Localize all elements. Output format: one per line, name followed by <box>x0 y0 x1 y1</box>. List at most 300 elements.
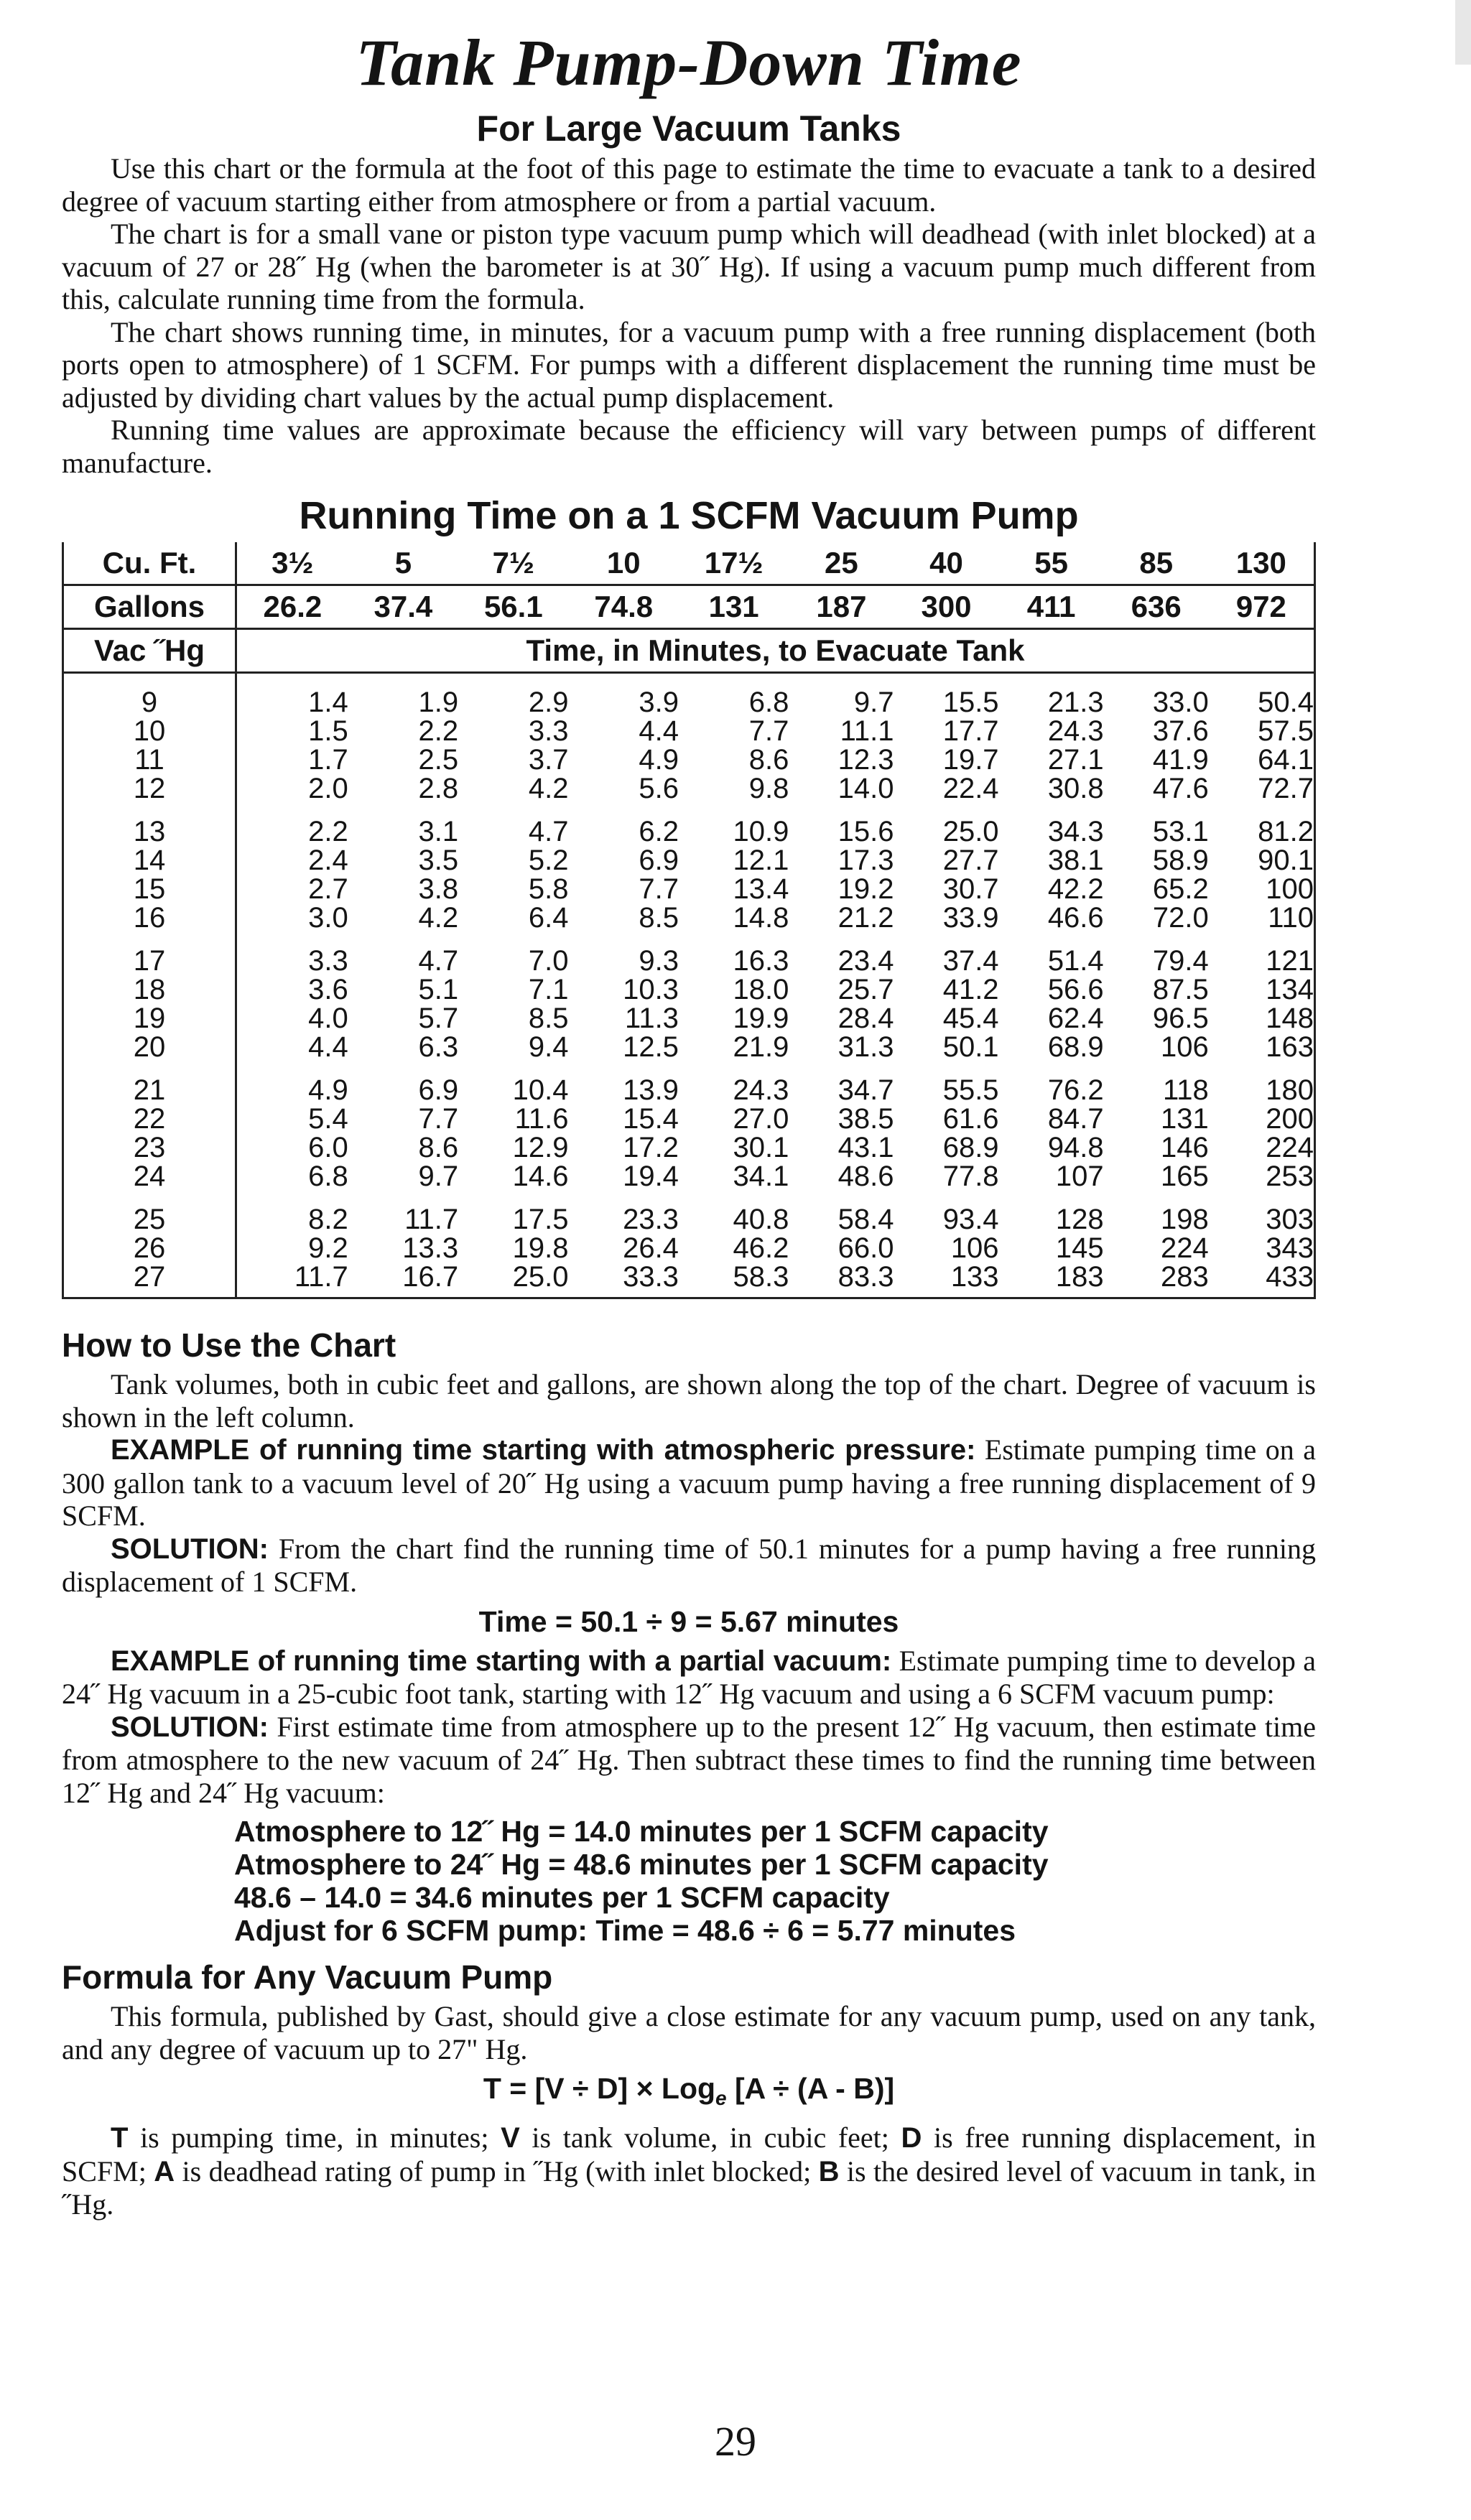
time-value-cell: 34.1 <box>733 1161 789 1192</box>
time-value-cell: 2.8 <box>418 773 459 804</box>
page-edge-shadow <box>1455 0 1471 65</box>
time-value-cell: 25.0 <box>942 816 999 847</box>
chart-title: Running Time on a 1 SCFM Vacuum Pump <box>299 494 1079 537</box>
example-2 <box>62 1645 1316 1711</box>
spacer-label-cell <box>64 1061 236 1076</box>
time-value-cell: 9.7 <box>853 687 894 718</box>
time-value-cell: 50.1 <box>942 1031 999 1063</box>
row-group-spacer <box>64 1061 1314 1076</box>
time-value-cell: 93.4 <box>942 1204 999 1235</box>
gallons-header-cell: 972 <box>1235 590 1286 623</box>
cuft-header-cell: 5 <box>394 546 412 580</box>
gallons-header-cell: 26.2 <box>263 590 322 623</box>
time-value-cell: 27.0 <box>733 1103 789 1135</box>
time-value-cell: 7.7 <box>748 715 789 747</box>
solution-2-label: SOLUTION: <box>111 1711 269 1743</box>
time-value-cell: 42.2 <box>1047 873 1104 905</box>
time-value-cell: 3.8 <box>418 873 459 905</box>
time-value-cell: 37.4 <box>942 945 999 977</box>
gallons-header-cell: 187 <box>816 590 867 623</box>
time-value-cell: 76.2 <box>1047 1074 1104 1106</box>
vacuum-level-cell: 9 <box>64 688 236 717</box>
vacuum-level-cell: 20 <box>64 1033 236 1061</box>
example-1 <box>62 1433 1316 1533</box>
def-d-symbol: D <box>901 2122 922 2154</box>
time-value-cell: 5.7 <box>418 1003 459 1034</box>
cuft-header-cell: 10 <box>606 546 641 580</box>
time-value-cell: 148 <box>1266 1003 1314 1034</box>
time-value-cell: 165 <box>1161 1161 1209 1192</box>
formula-heading: Formula for Any Vacuum Pump <box>62 1958 553 1996</box>
spacer-cell <box>236 803 1314 817</box>
time-value-cell: 17.3 <box>837 845 894 876</box>
time-value-cell: 11.6 <box>514 1103 569 1135</box>
gallons-header-cell: 37.4 <box>373 590 433 623</box>
vacuum-level-cell: 12 <box>64 774 236 803</box>
time-value-cell: 10.3 <box>623 974 679 1005</box>
page-subtitle: For Large Vacuum Tanks <box>476 108 901 149</box>
time-value-cell: 4.2 <box>418 902 459 934</box>
spacer-label-cell <box>64 803 236 817</box>
cuft-header-cell: 85 <box>1139 546 1174 580</box>
time-value-cell: 163 <box>1266 1031 1314 1063</box>
intro-paragraph-1: Use this chart or the formula at the foot of this page to estimate the time to evacuate a tank to a desired degree of vacuum starting either from atmosphere or from a partial vacuum. <box>62 152 1316 218</box>
table-row <box>64 1133 1314 1162</box>
time-value-cell: 3.9 <box>639 687 679 718</box>
time-value-cell: 3.3 <box>528 715 569 747</box>
time-value-cell: 15.4 <box>623 1103 679 1135</box>
time-value-cell: 19.9 <box>733 1003 789 1034</box>
time-value-cell: 41.9 <box>1152 744 1209 776</box>
vacuum-level-cell: 15 <box>64 875 236 903</box>
table-row <box>64 774 1314 803</box>
time-value-cell: 21.9 <box>733 1031 789 1063</box>
time-value-cell: 5.6 <box>639 773 679 804</box>
gallons-header-cell: 300 <box>921 590 972 623</box>
time-value-cell: 183 <box>1055 1261 1104 1293</box>
time-value-cell: 283 <box>1161 1261 1209 1293</box>
time-value-cell: 118 <box>1163 1074 1209 1106</box>
vacuum-level-cell: 11 <box>64 745 236 774</box>
time-value-cell: 106 <box>950 1232 999 1264</box>
time-value-cell: 10.9 <box>733 816 789 847</box>
time-value-cell: 2.7 <box>308 873 348 905</box>
table-row <box>64 875 1314 903</box>
cuft-header-row <box>64 542 1314 585</box>
vacuum-level-cell: 10 <box>64 717 236 745</box>
time-value-cell: 90.1 <box>1258 845 1314 876</box>
time-value-cell: 110 <box>1268 902 1314 934</box>
spacer-cell <box>236 932 1314 947</box>
time-value-cell: 198 <box>1161 1204 1209 1235</box>
time-value-cell: 146 <box>1161 1132 1209 1163</box>
time-value-cell: 33.0 <box>1152 687 1209 718</box>
time-value-cell: 14.0 <box>837 773 894 804</box>
time-value-cell: 16.3 <box>733 945 789 977</box>
time-value-cell: 7.7 <box>639 873 679 905</box>
time-value-cell: 11.3 <box>625 1003 679 1034</box>
time-value-cell: 83.3 <box>837 1261 894 1293</box>
vacuum-level-cell: 14 <box>64 846 236 875</box>
example-1-label: EXAMPLE of running time starting with atmospheric pressure: <box>111 1434 976 1466</box>
time-value-cell: 53.1 <box>1152 816 1209 847</box>
formula-prefix: T = [V ÷ D] × Log <box>483 2072 716 2105</box>
solution-1-text: From the chart find the running time of 50.1 minutes for a pump having a free running displacement of 1 SCFM. <box>62 1532 1316 1598</box>
time-value-cell: 1.9 <box>418 687 459 718</box>
time-value-cell: 4.4 <box>308 1031 348 1063</box>
time-value-cell: 79.4 <box>1152 945 1209 977</box>
time-value-cell: 303 <box>1266 1204 1314 1235</box>
time-value-cell: 106 <box>1161 1031 1209 1063</box>
time-value-cell: 94.8 <box>1047 1132 1104 1163</box>
time-value-cell: 12.1 <box>733 845 789 876</box>
time-value-cell: 4.4 <box>639 715 679 747</box>
def-v-symbol: V <box>501 2122 520 2154</box>
time-value-cell: 3.1 <box>418 816 459 847</box>
time-value-cell: 7.7 <box>418 1103 459 1135</box>
formula-suffix: [A ÷ (A - B)] <box>726 2072 895 2105</box>
intro-paragraph-4: Running time values are approximate because the efficiency will vary between pumps of different manufacture. <box>62 414 1316 479</box>
def-t-text: is pumping time, in minutes; <box>128 2121 501 2154</box>
vacuum-level-cell: 22 <box>64 1105 236 1133</box>
vacuum-level-cell: 25 <box>64 1205 236 1234</box>
time-value-cell: 4.2 <box>528 773 569 804</box>
example-2-text: Estimate pumping time to develop a 24˝ Hg vacuum in a 25-cubic foot tank, starting with 12˝ Hg vacuum and using a 6 SCFM vacuum pump: <box>62 1644 1316 1710</box>
time-value-cell: 5.1 <box>418 974 459 1005</box>
time-value-cell: 66.0 <box>837 1232 894 1264</box>
time-value-cell: 48.6 <box>837 1161 894 1192</box>
spacer-cell <box>236 1061 1314 1076</box>
time-value-cell: 7.0 <box>528 945 569 977</box>
table-row <box>64 903 1314 932</box>
intro-paragraph-3: The chart shows running time, in minutes, for a vacuum pump with a free running displacement (both ports open to atmosphere) of 1 SCFM. For pumps with a different displacement the running time must be adjusted by dividing chart values by the actual pump displacement. <box>62 315 1316 414</box>
solution-2-text: First estimate time from atmosphere up to the present 12˝ Hg vacuum, then estimate time from atmosphere to the new vacuum of 24˝ Hg. Then subtract these times to find the running time between 12˝ Hg and 24˝ Hg vacuum: <box>62 1710 1317 1809</box>
time-value-cell: 65.2 <box>1152 873 1209 905</box>
calculation-block <box>234 1815 1316 1947</box>
vacuum-level-cell: 16 <box>64 903 236 932</box>
time-value-cell: 84.7 <box>1047 1103 1104 1135</box>
time-value-cell: 81.2 <box>1258 816 1314 847</box>
time-value-cell: 62.4 <box>1047 1003 1104 1034</box>
time-value-cell: 27.1 <box>1047 744 1104 776</box>
formula-definitions <box>62 2121 1316 2221</box>
time-value-cell: 34.7 <box>837 1074 894 1106</box>
time-value-cell: 6.0 <box>308 1132 348 1163</box>
time-value-cell: 38.5 <box>837 1103 894 1135</box>
cuft-header-cell: 17½ <box>704 546 764 580</box>
def-b-symbol: B <box>818 2155 840 2187</box>
time-value-cell: 45.4 <box>942 1003 999 1034</box>
time-value-cell: 433 <box>1266 1261 1314 1293</box>
time-value-cell: 8.5 <box>639 902 679 934</box>
time-value-cell: 46.6 <box>1047 902 1104 934</box>
time-value-cell: 16.7 <box>402 1261 459 1293</box>
def-v-text: is tank volume, in cubic feet; <box>519 2121 901 2154</box>
row-group-spacer <box>64 1191 1314 1205</box>
time-value-cell: 47.6 <box>1152 773 1209 804</box>
time-value-cell: 7.1 <box>528 974 569 1005</box>
time-value-cell: 8.2 <box>308 1204 348 1235</box>
gallons-header-cell: 74.8 <box>594 590 654 623</box>
time-value-cell: 2.0 <box>308 773 348 804</box>
time-value-cell: 77.8 <box>942 1161 999 1192</box>
table-row <box>64 817 1314 846</box>
how-to-heading: How to Use the Chart <box>62 1326 396 1364</box>
gallons-header-cell: 636 <box>1131 590 1182 623</box>
time-value-cell: 41.2 <box>942 974 999 1005</box>
table-row <box>64 688 1314 717</box>
time-value-cell: 3.7 <box>528 744 569 776</box>
vacuum-level-cell: 23 <box>64 1133 236 1162</box>
time-value-cell: 46.2 <box>733 1232 789 1264</box>
calc-line: 48.6 – 14.0 = 34.6 minutes per 1 SCFM capacity <box>234 1881 890 1914</box>
time-value-cell: 30.8 <box>1047 773 1104 804</box>
vacuum-level-cell: 26 <box>64 1234 236 1263</box>
time-value-cell: 1.4 <box>308 687 348 718</box>
time-value-cell: 10.4 <box>512 1074 569 1106</box>
time-value-cell: 6.2 <box>639 816 679 847</box>
time-value-cell: 14.6 <box>512 1161 569 1192</box>
time-value-cell: 13.9 <box>623 1074 679 1106</box>
example-1-text: Estimate pumping time on a 300 gallon tank to a vacuum level of 20˝ Hg using a vacuum pump having a free running displacement of 9 SCFM. <box>62 1433 1316 1532</box>
gallons-header-label: Gallons <box>64 585 236 629</box>
time-value-cell: 4.9 <box>639 744 679 776</box>
cuft-header-cell: 55 <box>1034 546 1068 580</box>
time-value-cell: 55.5 <box>942 1074 999 1106</box>
time-value-cell: 19.8 <box>512 1232 569 1264</box>
time-value-cell: 30.1 <box>733 1132 789 1163</box>
time-value-cell: 5.2 <box>528 845 569 876</box>
time-value-cell: 28.4 <box>837 1003 894 1034</box>
time-value-cell: 8.6 <box>418 1132 459 1163</box>
time-value-cell: 131 <box>1161 1103 1209 1135</box>
time-value-cell: 38.1 <box>1047 845 1104 876</box>
time-value-cell: 145 <box>1055 1232 1104 1264</box>
gallons-header-cell: 56.1 <box>483 590 543 623</box>
time-value-cell: 9.7 <box>418 1161 459 1192</box>
solution-2 <box>62 1711 1316 1810</box>
time-value-cell: 17.7 <box>942 715 999 747</box>
time-value-cell: 27.7 <box>942 845 999 876</box>
time-value-cell: 2.9 <box>528 687 569 718</box>
time-value-cell: 12.3 <box>837 744 894 776</box>
time-value-cell: 24.3 <box>733 1074 789 1106</box>
time-value-cell: 51.4 <box>1047 945 1104 977</box>
time-value-cell: 25.0 <box>512 1261 569 1293</box>
spacer-label-cell <box>64 932 236 947</box>
def-a-text: is deadhead rating of pump in ˝Hg (with inlet blocked; <box>175 2154 819 2187</box>
formula-paragraph: This formula, published by Gast, should give a close estimate for any vacuum pump, used on any tank, and any degree of vacuum up to 27" Hg. <box>62 2000 1316 2065</box>
time-value-cell: 37.6 <box>1152 715 1209 747</box>
intro-paragraph-2: The chart is for a small vane or piston type vacuum pump which will deadhead (with inlet blocked) at a vacuum of 27 or 28˝ Hg (when the barometer is at 30˝ Hg). If using a vacuum pump much different from this, calculate running time from the formula. <box>62 218 1316 315</box>
time-value-cell: 224 <box>1161 1232 1209 1264</box>
solution-1 <box>62 1533 1316 1599</box>
time-value-cell: 5.4 <box>308 1103 348 1135</box>
time-value-cell: 4.9 <box>308 1074 348 1106</box>
def-t-symbol: T <box>111 2122 129 2154</box>
time-value-cell: 134 <box>1266 974 1314 1005</box>
def-b-text: is the desired level of vacuum in tank, in ˝Hg. <box>62 2154 1317 2221</box>
spacer-label-cell <box>64 1191 236 1205</box>
time-value-cell: 253 <box>1266 1161 1314 1192</box>
gallons-header-cell: 131 <box>708 590 759 623</box>
spacer-label-cell <box>64 673 236 689</box>
time-value-cell: 11.7 <box>404 1204 459 1235</box>
time-value-cell: 19.4 <box>623 1161 679 1192</box>
vacuum-level-cell: 18 <box>64 975 236 1004</box>
time-value-cell: 128 <box>1055 1204 1104 1235</box>
running-time-table <box>62 542 1316 1299</box>
table-bottom-spacer <box>64 1291 1314 1297</box>
calc-line: Atmosphere to 12˝ Hg = 14.0 minutes per 1 SCFM capacity <box>234 1815 1049 1848</box>
cuft-header-cell: 3½ <box>272 546 314 580</box>
time-value-cell: 9.4 <box>528 1031 569 1063</box>
time-subheader: Time, in Minutes, to Evacuate Tank <box>526 633 1025 667</box>
time-value-cell: 58.4 <box>837 1204 894 1235</box>
time-value-cell: 4.7 <box>418 945 459 977</box>
time-value-cell: 87.5 <box>1152 974 1209 1005</box>
time-value-cell: 19.2 <box>837 873 894 905</box>
def-a-symbol: A <box>154 2155 175 2187</box>
time-value-cell: 6.9 <box>639 845 679 876</box>
cuft-header-cell: 40 <box>929 546 963 580</box>
vacuum-level-cell: 27 <box>64 1263 236 1291</box>
vacuum-level-cell: 24 <box>64 1162 236 1191</box>
time-value-cell: 17.5 <box>512 1204 569 1235</box>
time-value-cell: 2.2 <box>308 816 348 847</box>
table-row <box>64 1105 1314 1133</box>
time-value-cell: 3.3 <box>308 945 348 977</box>
time-value-cell: 56.6 <box>1047 974 1104 1005</box>
table-row <box>64 1004 1314 1033</box>
gallons-header-cell: 411 <box>1026 590 1076 623</box>
time-value-cell: 8.5 <box>528 1003 569 1034</box>
time-value-cell: 50.4 <box>1258 687 1314 718</box>
time-value-cell: 72.0 <box>1152 902 1209 934</box>
time-value-cell: 13.4 <box>733 873 789 905</box>
time-value-cell: 1.5 <box>308 715 348 747</box>
vacuum-level-cell: 21 <box>64 1076 236 1105</box>
vacuum-level-cell: 13 <box>64 817 236 846</box>
cuft-header-label: Cu. Ft. <box>64 542 236 585</box>
time-value-cell: 23.3 <box>623 1204 679 1235</box>
cuft-header-cell: 25 <box>825 546 858 580</box>
row-group-spacer <box>64 932 1314 947</box>
time-value-cell: 9.3 <box>639 945 679 977</box>
time-value-cell: 4.7 <box>528 816 569 847</box>
time-value-cell: 26.4 <box>623 1232 679 1264</box>
time-value-cell: 17.2 <box>623 1132 679 1163</box>
cuft-header-cell: 130 <box>1235 546 1286 580</box>
time-value-cell: 24.3 <box>1047 715 1104 747</box>
calc-line: Adjust for 6 SCFM pump: Time = 48.6 ÷ 6 = 5.77 minutes <box>234 1914 1016 1947</box>
time-value-cell: 9.2 <box>308 1232 348 1264</box>
time-value-cell: 40.8 <box>733 1204 789 1235</box>
time-value-cell: 6.8 <box>308 1161 348 1192</box>
time-value-cell: 18.0 <box>733 974 789 1005</box>
table-row <box>64 975 1314 1004</box>
time-value-cell: 2.4 <box>308 845 348 876</box>
example-2-label: EXAMPLE of running time starting with a partial vacuum: <box>111 1645 892 1677</box>
page <box>62 13 1316 2221</box>
calc-line: Atmosphere to 24˝ Hg = 48.6 minutes per 1 SCFM capacity <box>234 1848 1049 1881</box>
time-value-cell: 31.3 <box>837 1031 894 1063</box>
time-value-cell: 72.7 <box>1258 773 1314 804</box>
time-value-cell: 2.5 <box>418 744 459 776</box>
spacer-cell <box>236 673 1314 689</box>
time-value-cell: 121 <box>1266 945 1314 977</box>
table-row <box>64 1076 1314 1105</box>
time-value-cell: 58.9 <box>1152 845 1209 876</box>
time-value-cell: 14.8 <box>733 902 789 934</box>
how-to-paragraph: Tank volumes, both in cubic feet and gallons, are shown along the top of the chart. Degree of vacuum is shown in the left column. <box>62 1368 1316 1433</box>
table-row <box>64 1263 1314 1291</box>
time-value-cell: 8.6 <box>748 744 789 776</box>
time-value-cell: 3.6 <box>308 974 348 1005</box>
time-value-cell: 23.4 <box>837 945 894 977</box>
running-time-grid <box>64 542 1314 1297</box>
time-value-cell: 11.1 <box>840 715 894 747</box>
page-title: Tank Pump-Down Time <box>356 26 1022 99</box>
table-row <box>64 1162 1314 1191</box>
time-value-cell: 4.0 <box>308 1003 348 1034</box>
time-value-cell: 3.0 <box>308 902 348 934</box>
equation-1: Time = 50.1 ÷ 9 = 5.67 minutes <box>478 1604 899 1638</box>
table-row <box>64 846 1314 875</box>
time-value-cell: 100 <box>1266 873 1314 905</box>
row-group-spacer <box>64 803 1314 817</box>
time-value-cell: 200 <box>1266 1103 1314 1135</box>
vac-header-label: Vac ˝Hg <box>64 629 236 673</box>
table-row <box>64 1234 1314 1263</box>
page-number: 29 <box>715 2418 756 2465</box>
time-value-cell: 22.4 <box>942 773 999 804</box>
time-value-cell: 224 <box>1266 1132 1314 1163</box>
time-value-cell: 12.5 <box>623 1031 679 1063</box>
def-d-text: is free running displacement, in SCFM; <box>62 2121 1316 2187</box>
spacer-cell <box>236 1191 1314 1205</box>
time-value-cell: 68.9 <box>942 1132 999 1163</box>
time-value-cell: 11.7 <box>294 1261 348 1293</box>
time-value-cell: 9.8 <box>748 773 789 804</box>
vacuum-level-cell: 19 <box>64 1004 236 1033</box>
time-value-cell: 133 <box>950 1261 999 1293</box>
time-value-cell: 61.6 <box>942 1103 999 1135</box>
time-value-cell: 33.9 <box>942 902 999 934</box>
time-value-cell: 3.5 <box>418 845 459 876</box>
time-value-cell: 64.1 <box>1258 744 1314 776</box>
time-value-cell: 19.7 <box>942 744 999 776</box>
cuft-header-cell: 7½ <box>492 546 535 580</box>
time-value-cell: 33.3 <box>623 1261 679 1293</box>
time-value-cell: 30.7 <box>942 873 999 905</box>
table-row <box>64 1033 1314 1061</box>
time-value-cell: 21.3 <box>1047 687 1104 718</box>
vacuum-level-cell: 17 <box>64 947 236 975</box>
table-row <box>64 717 1314 745</box>
time-value-cell: 6.4 <box>528 902 569 934</box>
formula-log-base: e <box>715 2087 727 2110</box>
time-value-cell: 13.3 <box>402 1232 459 1264</box>
time-value-cell: 58.3 <box>733 1261 789 1293</box>
time-value-cell: 107 <box>1055 1161 1104 1192</box>
time-value-cell: 343 <box>1266 1232 1314 1264</box>
time-value-cell: 2.2 <box>418 715 459 747</box>
table-row <box>64 1205 1314 1234</box>
table-row <box>64 947 1314 975</box>
time-value-cell: 6.8 <box>748 687 789 718</box>
time-value-cell: 68.9 <box>1047 1031 1104 1063</box>
